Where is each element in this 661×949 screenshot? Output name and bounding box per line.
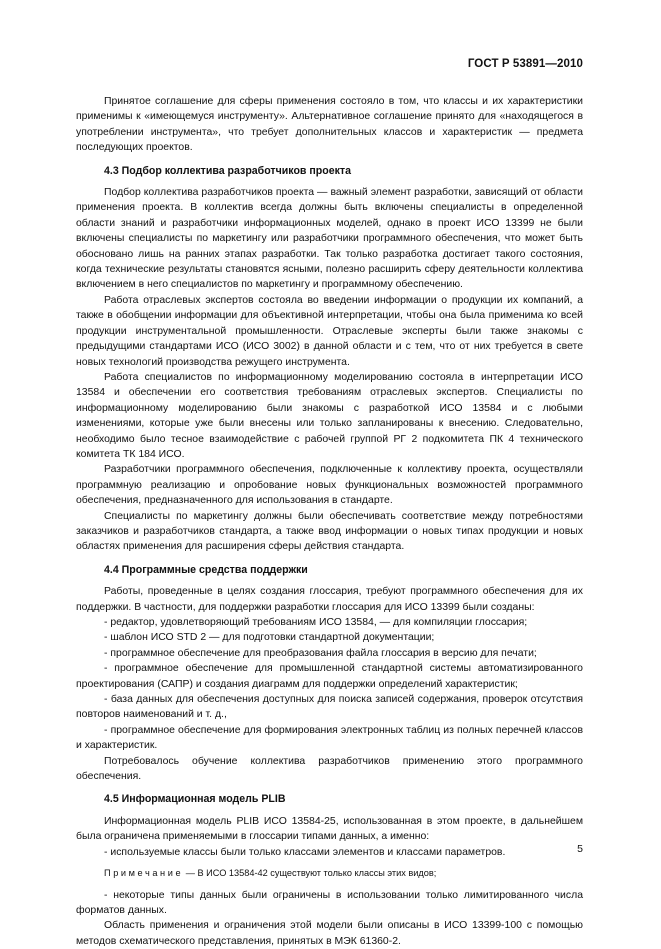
list-item: - база данных для обеспечения доступных для поиска записей содержания, проверок отсутствия повторов наименований и т. д., bbox=[76, 694, 583, 721]
paragraph: Подбор коллектива разработчиков проекта — важный элемент разработки, зависящий от области применения проекта. В коллектив всегда должны быть включены специалисты в определенной области знаний и разработчики информационных моделей, однако в проект ИСО 13399 не были включены специалисты по маркетингу или разработчики программного обеспечения, что может быть обосновано лишь на ранних этапах разработки. Так только разработка достигает такого состояния, когда технические результаты становятся ясными, полезно расширить сферу деятельности коллектива включением в него специалистов по маркетингу и программному обеспечению. bbox=[76, 187, 583, 291]
page-content bbox=[76, 94, 583, 949]
paragraph: Разработчики программного обеспечения, подключенные к коллективу проекта, осуществляли программную реализацию и опробование новых функциональных возможностей программного обеспечения, предназначенного для использования в стандарте. bbox=[76, 464, 583, 507]
paragraph: Специалисты по маркетингу должны были обеспечивать соответствие между потребностями заказчиков и разработчиков стандарта, а также ввод информации о новых типах продукции и новых областях применения для расширения сферы действия стандарта. bbox=[76, 510, 583, 553]
paragraph: Работа специалистов по информационному моделированию состояла в интерпретации ИСО 13584 и обеспечении его соответствия требованиям отраслевых экспертов. Специалисты по информационному моделированию были знакомы с разработкой ИСО 13584 и с любыми изменениями, которые уже были внесены или только запланированы к внесению. Следовательно, необходимо было тесное взаимодействие с рабочей группой РГ 2 подкомитета ПК 4 технического комитета ТК 184 ИСО. bbox=[76, 371, 583, 460]
paragraph: Работа отраслевых экспертов состояла во введении информации о продукции их компаний, а также в обобщении информации для объективной интерпретации, чтобы она была применима ко всей продукции инструментальной промышленности. Отраслевые эксперты были также знакомы с предыдущими стандартами ИСО (ИСО 3002) в данной области и с тем, что от них требуется в свете новых технологий производства режущего инструмента. bbox=[76, 294, 583, 368]
list-item: - программное обеспечение для промышленной стандартной системы автоматизированного проектирования (САПР) и создания диаграмм для поддержки определений характеристик; bbox=[76, 663, 583, 690]
note-label: Примечание bbox=[104, 868, 184, 879]
list-item: - программное обеспечение для формирования электронных таблиц из полных перечней классов и характеристик. bbox=[76, 724, 583, 752]
list-item: - используемые классы были только классами элементов и классами параметров. bbox=[104, 846, 506, 858]
note bbox=[76, 866, 583, 881]
paragraph: Информационная модель PLIB ИСО 13584-25, использованная в этом проекте, в дальнейшем была ограничена применяемыми в глоссарии типами данных, а именно: bbox=[76, 815, 583, 843]
list-item: - редактор, удовлетворяющий требованиям ИСО 13584, — для компиляции глоссария; bbox=[104, 617, 528, 628]
document-code: ГОСТ Р 53891—2010 bbox=[467, 58, 583, 70]
page-number: 5 bbox=[577, 843, 583, 855]
section-heading-4-5: 4.5 Информационная модель PLIB bbox=[104, 793, 286, 806]
paragraph: Область применения и ограничения этой модели были описаны в ИСО 13399-100 с помощью методов схематического представления, принятых в МЭК 61360-2. bbox=[76, 920, 583, 947]
list-item: - шаблон ИСО STD 2 — для подготовки стандартной документации; bbox=[104, 632, 435, 644]
list-item: - программное обеспечение для преобразования файла глоссария в версию для печати; bbox=[104, 647, 537, 659]
note-text: — В ИСО 13584-42 существуют только классы этих видов; bbox=[183, 868, 437, 879]
intro-paragraph: Принятое соглашение для сферы применения состояло в том, что классы и их характеристики применимы к «имеющемуся инструменту». Альтернативное соглашение принято для «находящегося в употреблении инструмента», что требует дополнительных классов и характеристик — предмета последующих проектов. bbox=[76, 96, 583, 154]
paragraph: Работы, проведенные в целях создания глоссария, требуют программного обеспечения для их поддержки. В частности, для поддержки разработки глоссария для ИСО 13399 были созданы: bbox=[76, 586, 583, 613]
paragraph: Потребовалось обучение коллектива разработчиков применению этого программного обеспечения. bbox=[76, 755, 583, 783]
section-heading-4-3: 4.3 Подбор коллектива разработчиков проекта bbox=[104, 164, 351, 177]
list-item: - некоторые типы данных были ограничены в использовании только лимитированного числа форматов данных. bbox=[76, 889, 583, 916]
section-heading-4-4: 4.4 Программные средства поддержки bbox=[104, 563, 308, 576]
